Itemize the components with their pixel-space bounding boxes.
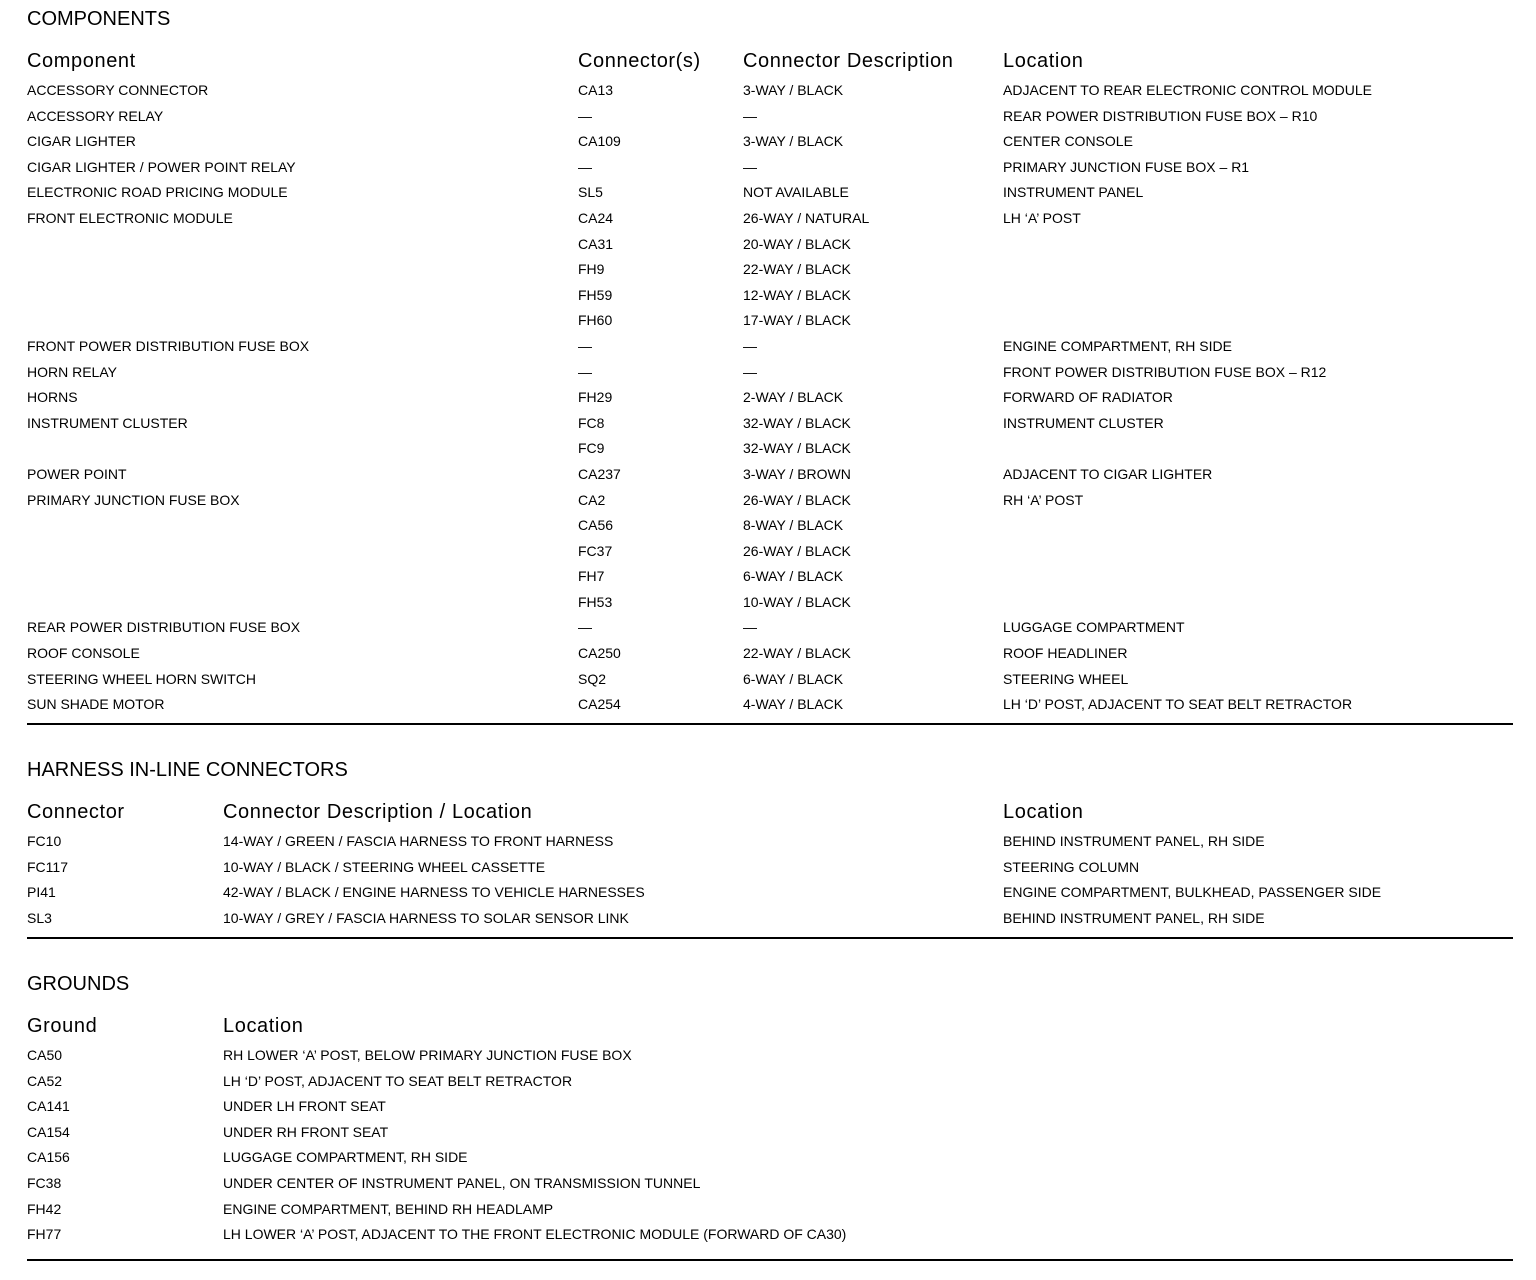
header-location: Location <box>1003 801 1084 823</box>
location-cell: BEHIND INSTRUMENT PANEL, RH SIDE <box>1003 909 1265 926</box>
table-row <box>27 180 1513 206</box>
table-row <box>27 206 1513 232</box>
connector-cell: CA13 <box>578 82 614 98</box>
components-title: COMPONENTS <box>27 8 171 30</box>
ground-cell: CA156 <box>27 1149 70 1166</box>
connector-description-cell: NOT AVAILABLE <box>743 184 849 201</box>
header-component: Component <box>27 50 136 72</box>
connector-description-location-cell: 10-WAY / BLACK / STEERING WHEEL CASSETTE <box>223 858 546 875</box>
grounds-title: GROUNDS <box>27 973 130 995</box>
connector-cell: CA250 <box>578 645 621 662</box>
connector-cell: — <box>578 363 592 380</box>
ground-cell: FC38 <box>27 1174 62 1191</box>
connector-description-location-cell: 14-WAY / GREEN / FASCIA HARNESS TO FRONT HARNESS <box>223 833 614 849</box>
table-row <box>27 155 1513 181</box>
location-cell: ROOF HEADLINER <box>1003 645 1128 662</box>
component-cell: INSTRUMENT CLUSTER <box>27 414 188 431</box>
connector-cell: FC9 <box>578 440 605 457</box>
connector-description-cell: 20-WAY / BLACK <box>743 235 851 252</box>
table-row <box>27 1222 1513 1248</box>
connector-cell: SL3 <box>27 909 52 926</box>
connector-description-cell: — <box>743 158 757 175</box>
connector-description-location-cell: 42-WAY / BLACK / ENGINE HARNESS TO VEHICLE HARNESSES <box>223 884 645 901</box>
table-row <box>27 564 1513 590</box>
table-row <box>27 667 1513 693</box>
connector-cell: CA254 <box>578 696 621 713</box>
ground-cell: CA50 <box>27 1047 63 1063</box>
connector-description-cell: 22-WAY / BLACK <box>743 261 851 278</box>
connector-description-cell: 22-WAY / BLACK <box>743 645 851 662</box>
connector-description-cell: 26-WAY / NATURAL <box>743 209 870 226</box>
component-cell: CIGAR LIGHTER / POWER POINT RELAY <box>27 158 296 175</box>
location-cell: LH LOWER ‘A’ POST, ADJACENT TO THE FRONT ELECTRONIC MODULE (FORWARD OF CA30) <box>223 1226 847 1243</box>
connector-description-cell: 26-WAY / BLACK <box>743 542 851 559</box>
components-header-row <box>27 47 1513 75</box>
connector-cell: FH59 <box>578 286 613 303</box>
location-cell: CENTER CONSOLE <box>1003 133 1133 150</box>
connector-cell: FH7 <box>578 568 605 585</box>
header-connector: Connector <box>27 801 125 823</box>
component-cell: ELECTRONIC ROAD PRICING MODULE <box>27 184 288 201</box>
connector-description-cell: 32-WAY / BLACK <box>743 414 851 431</box>
component-cell: ROOF CONSOLE <box>27 645 140 662</box>
component-cell: POWER POINT <box>27 465 127 482</box>
header-location: Location <box>223 1015 304 1037</box>
connector-cell: CA109 <box>578 133 621 150</box>
table-row <box>27 1120 1513 1146</box>
connector-description-cell: 26-WAY / BLACK <box>743 491 851 508</box>
connector-cell: PI41 <box>27 884 56 901</box>
header-connector-description: Connector Description <box>743 50 954 72</box>
connector-cell: — <box>578 107 592 124</box>
grounds-table-body <box>27 1043 1513 1248</box>
connector-description-cell: — <box>743 107 757 124</box>
table-row <box>27 1069 1513 1095</box>
harness-divider <box>27 937 1513 939</box>
table-row <box>27 539 1513 565</box>
table-row <box>27 1094 1513 1120</box>
connector-cell: CA2 <box>578 491 606 508</box>
grounds-section <box>27 972 1513 1248</box>
table-row <box>27 1197 1513 1223</box>
table-row <box>27 104 1513 130</box>
location-cell: ENGINE COMPARTMENT, BULKHEAD, PASSENGER SIDE <box>1003 884 1382 901</box>
connector-cell: FC117 <box>27 858 68 875</box>
location-cell: LH ‘D’ POST, ADJACENT TO SEAT BELT RETRACTOR <box>223 1072 573 1089</box>
table-row <box>27 488 1513 514</box>
connector-cell: FH9 <box>578 261 605 278</box>
location-cell: STEERING WHEEL <box>1003 670 1129 687</box>
location-cell: ENGINE COMPARTMENT, RH SIDE <box>1003 337 1232 354</box>
components-table-body <box>27 78 1513 718</box>
connector-cell: FC8 <box>578 414 605 431</box>
component-cell: HORN RELAY <box>27 363 117 380</box>
connector-cell: CA24 <box>578 209 614 226</box>
connector-description-cell: — <box>743 337 757 354</box>
connector-cell: CA237 <box>578 465 621 482</box>
table-row <box>27 436 1513 462</box>
location-cell: RH ‘A’ POST <box>1003 491 1084 508</box>
component-cell: CIGAR LIGHTER <box>27 133 136 150</box>
table-row <box>27 360 1513 386</box>
harness-table-body <box>27 829 1513 931</box>
table-row <box>27 462 1513 488</box>
component-cell: ACCESSORY RELAY <box>27 107 164 124</box>
table-row <box>27 855 1513 881</box>
table-row <box>27 906 1513 932</box>
connector-description-cell: 3-WAY / BLACK <box>743 133 844 150</box>
connector-cell: — <box>578 619 592 636</box>
ground-cell: CA154 <box>27 1123 70 1140</box>
component-cell: PRIMARY JUNCTION FUSE BOX <box>27 491 240 508</box>
location-cell: ENGINE COMPARTMENT, BEHIND RH HEADLAMP <box>223 1200 554 1217</box>
table-row <box>27 411 1513 437</box>
location-cell: PRIMARY JUNCTION FUSE BOX – R1 <box>1003 158 1250 175</box>
table-row <box>27 334 1513 360</box>
table-row <box>27 129 1513 155</box>
ground-cell: FH77 <box>27 1226 62 1243</box>
table-row <box>27 880 1513 906</box>
connector-cell: CA31 <box>578 235 614 252</box>
location-cell: REAR POWER DISTRIBUTION FUSE BOX – R10 <box>1003 107 1318 124</box>
table-row <box>27 1043 1513 1069</box>
location-cell: INSTRUMENT PANEL <box>1003 184 1144 201</box>
connector-description-cell: 17-WAY / BLACK <box>743 312 851 329</box>
grounds-divider <box>27 1259 1513 1261</box>
location-cell: STEERING COLUMN <box>1003 858 1140 875</box>
location-cell: ADJACENT TO CIGAR LIGHTER <box>1003 465 1213 482</box>
table-row <box>27 692 1513 718</box>
component-cell: FRONT ELECTRONIC MODULE <box>27 209 233 226</box>
connector-description-cell: — <box>743 619 757 636</box>
harness-section <box>27 758 1513 931</box>
location-cell: UNDER LH FRONT SEAT <box>223 1098 386 1115</box>
table-row <box>27 385 1513 411</box>
location-cell: UNDER RH FRONT SEAT <box>223 1123 389 1140</box>
location-cell: BEHIND INSTRUMENT PANEL, RH SIDE <box>1003 833 1265 849</box>
location-cell: FORWARD OF RADIATOR <box>1003 389 1173 406</box>
component-cell: FRONT POWER DISTRIBUTION FUSE BOX <box>27 337 310 354</box>
connector-description-cell: 12-WAY / BLACK <box>743 286 851 303</box>
connector-description-cell: 6-WAY / BLACK <box>743 670 844 687</box>
connector-cell: SQ2 <box>578 670 607 687</box>
connector-description-cell: 10-WAY / BLACK <box>743 593 851 610</box>
connector-cell: CA56 <box>578 517 614 534</box>
grounds-header-row <box>27 1012 1513 1040</box>
component-cell: SUN SHADE MOTOR <box>27 696 165 713</box>
location-cell: LUGGAGE COMPARTMENT, RH SIDE <box>223 1149 468 1166</box>
location-cell: LUGGAGE COMPARTMENT <box>1003 619 1185 636</box>
header-connector-description-location: Connector Description / Location <box>223 801 533 823</box>
table-row <box>27 615 1513 641</box>
table-row <box>27 308 1513 334</box>
header-ground: Ground <box>27 1015 98 1037</box>
connector-description-cell: 4-WAY / BLACK <box>743 696 844 713</box>
table-row <box>27 1171 1513 1197</box>
connector-description-cell: 8-WAY / BLACK <box>743 517 844 534</box>
components-section <box>27 7 1513 718</box>
connector-description-cell: 2-WAY / BLACK <box>743 389 844 406</box>
location-cell: UNDER CENTER OF INSTRUMENT PANEL, ON TRANSMISSION TUNNEL <box>223 1174 701 1191</box>
component-cell: HORNS <box>27 389 78 406</box>
table-row <box>27 257 1513 283</box>
location-cell: ADJACENT TO REAR ELECTRONIC CONTROL MODULE <box>1003 82 1372 98</box>
table-row <box>27 283 1513 309</box>
table-row <box>27 513 1513 539</box>
connector-cell: FC10 <box>27 833 62 849</box>
location-cell: INSTRUMENT CLUSTER <box>1003 414 1164 431</box>
header-location: Location <box>1003 50 1084 72</box>
location-cell: FRONT POWER DISTRIBUTION FUSE BOX – R12 <box>1003 363 1327 380</box>
connector-description-location-cell: 10-WAY / GREY / FASCIA HARNESS TO SOLAR SENSOR LINK <box>223 909 629 926</box>
connector-cell: FH53 <box>578 593 613 610</box>
table-row <box>27 1145 1513 1171</box>
location-cell: LH ‘D’ POST, ADJACENT TO SEAT BELT RETRACTOR <box>1003 696 1353 713</box>
connector-description-cell: 32-WAY / BLACK <box>743 440 851 457</box>
component-cell: REAR POWER DISTRIBUTION FUSE BOX <box>27 619 301 636</box>
header-connectors: Connector(s) <box>578 50 701 72</box>
connector-cell: — <box>578 337 592 354</box>
connector-cell: FH29 <box>578 389 613 406</box>
table-row <box>27 590 1513 616</box>
components-divider <box>27 723 1513 725</box>
location-cell: LH ‘A’ POST <box>1003 209 1081 226</box>
connector-cell: — <box>578 158 592 175</box>
connector-cell: FC37 <box>578 542 613 559</box>
harness-header-row <box>27 798 1513 826</box>
ground-cell: CA141 <box>27 1098 70 1115</box>
table-row <box>27 78 1513 104</box>
location-cell: RH LOWER ‘A’ POST, BELOW PRIMARY JUNCTION FUSE BOX <box>223 1047 632 1063</box>
component-cell: STEERING WHEEL HORN SWITCH <box>27 670 256 687</box>
connector-description-cell: 6-WAY / BLACK <box>743 568 844 585</box>
connector-description-cell: 3-WAY / BROWN <box>743 465 851 482</box>
table-row <box>27 829 1513 855</box>
table-row <box>27 232 1513 258</box>
harness-title: HARNESS IN-LINE CONNECTORS <box>27 759 348 781</box>
ground-cell: FH42 <box>27 1200 62 1217</box>
component-cell: ACCESSORY CONNECTOR <box>27 82 209 98</box>
ground-cell: CA52 <box>27 1072 63 1089</box>
table-row <box>27 641 1513 667</box>
connector-cell: SL5 <box>578 184 603 201</box>
connector-cell: FH60 <box>578 312 613 329</box>
connector-description-cell: — <box>743 363 757 380</box>
connector-description-cell: 3-WAY / BLACK <box>743 82 844 98</box>
